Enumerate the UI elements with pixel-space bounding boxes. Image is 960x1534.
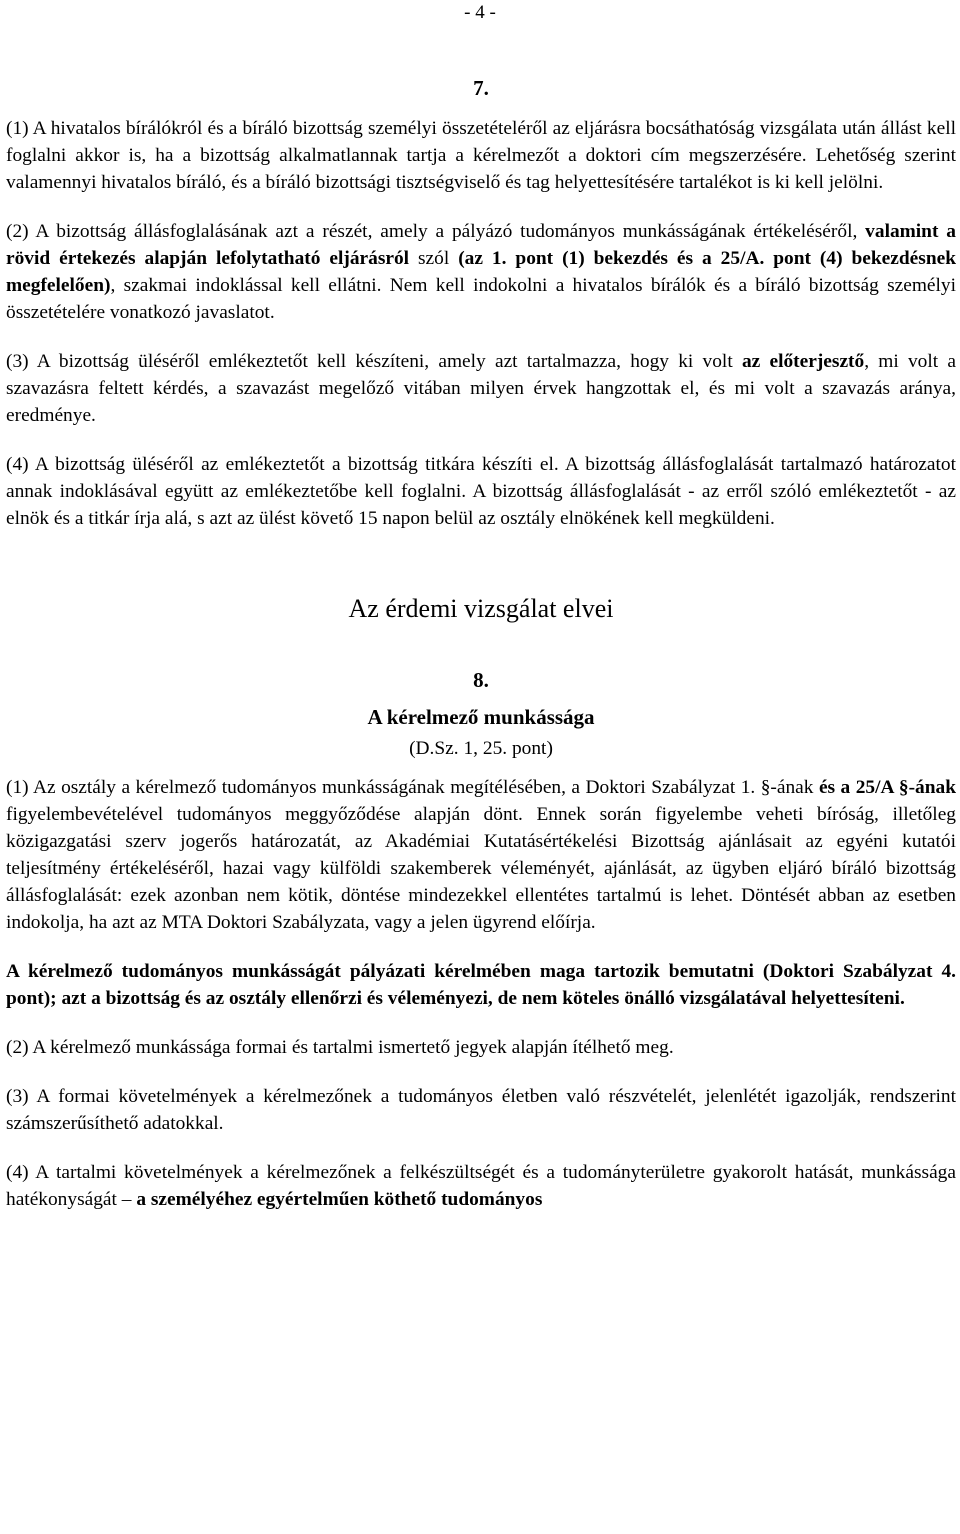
section7-paragraph-2: (2) A bizottság állásfoglalásának azt a részét, amely a pályázó tudományos munkásságának értékeléséről, valamint a rövid értekezés alapján lefolytatható eljárásról szól (az 1. pont (1) bekezdés és a 25/A. pont (4) bekezdésnek megfelelően), szakmai indoklással kell ellátni. Nem kell indokolni a hivatalos bírálók és a bíráló bizottság személyi összetételére vonatkozó javaslatot.: [6, 221, 956, 323]
section8-paragraph-1: (1) Az osztály a kérelmező tudományos munkásságának megítélésében, a Doktori Szabályzat 1. §-ának és a 25/A §-ának figyelembevételével tudományos meggyőződése alapján dönt. Ennek során figyelembe veheti bíróság, illetőleg közigazgatási szerv jogerős határozatát, az Akadémiai Kutatásértékelési Bizottság ajánlásait az egyéni kutatói teljesítmény értékeléséről, hazai vagy külföldi szakemberek véleményét, ajánlását, az ügyben eljáró bíráló bizottság állásfoglalását: ezek azonban nem kötik, döntése mindezekkel ellentétes tartalmú is lehet. Döntését abban az esetben indokolja, ha azt az MTA Doktori Szabályzata, vagy a jelen ügyrend előírja.: [6, 777, 956, 933]
section8-bold-paragraph: A kérelmező tudományos munkásságát pályázati kérelmében maga tartozik bemutatni (Doktori Szabályzat 4. pont); azt a bizottság és az osztály ellenőrzi és véleményezi, de nem köteles önálló vizsgálatával helyettesíteni.: [6, 961, 956, 1009]
section-number-7: 7.: [473, 76, 489, 100]
section8-paragraph-3: (3) A formai követelmények a kérelmezőnek a tudományos életben való részvételét, jelenlétét igazolják, rendszerint számszerűsíthető adatokkal.: [6, 1086, 956, 1134]
section8-reference: (D.Sz. 1, 25. pont): [409, 738, 553, 759]
section7-paragraph-4: (4) A bizottság üléséről az emlékeztetőt a bizottság titkára készíti el. A bizottság állásfoglalását tartalmazó határozatot annak indoklásával együtt az emlékeztetőbe kell foglalni. A bizottság állásfoglalását - az erről szóló emlékeztetőt - az elnök és a titkár írja alá, s azt az ülést követő 15 napon belül az osztály elnökének kell megküldeni.: [6, 454, 956, 529]
document-body: [6, 76, 956, 1213]
section7-paragraph-3: (3) A bizottság üléséről emlékeztetőt kell készíteni, amely azt tartalmazza, hogy ki volt az előterjesztő, mi volt a szavazásra feltett kérdés, a szavazást megelőző vitában milyen érvek hangzottak el, és mi volt a szavazás aránya, eredménye.: [6, 351, 956, 426]
section8-paragraph-2: (2) A kérelmező munkássága formai és tartalmi ismertető jegyek alapján ítélhető meg.: [6, 1037, 674, 1058]
chapter-title: Az érdemi vizsgálat elvei: [348, 594, 614, 623]
section-number-8: 8.: [473, 668, 489, 692]
page-number: - 4 -: [464, 2, 496, 23]
section7-paragraph-1: (1) A hivatalos bírálókról és a bíráló bizottság személyi összetételéről az eljárásra bocsáthatóság vizsgálata után állást kell foglalni akkor is, ha a bizottság alkalmatlannak tartja a kérelmezőt a doktori cím megszerzésére. Lehetőség szerint valamennyi hivatalos bíráló, és a bíráló bizottsági tisztségviselő és tag helyettesítésére tartalékot is ki kell jelölni.: [6, 118, 956, 193]
section8-title: A kérelmező munkássága: [367, 705, 595, 729]
section8-paragraph-4: (4) A tartalmi követelmények a kérelmezőnek a felkészültségét és a tudományterületre gyakorolt hatását, munkássága hatékonyságát – a személyéhez egyértelműen köthető tudományos: [6, 1162, 956, 1210]
